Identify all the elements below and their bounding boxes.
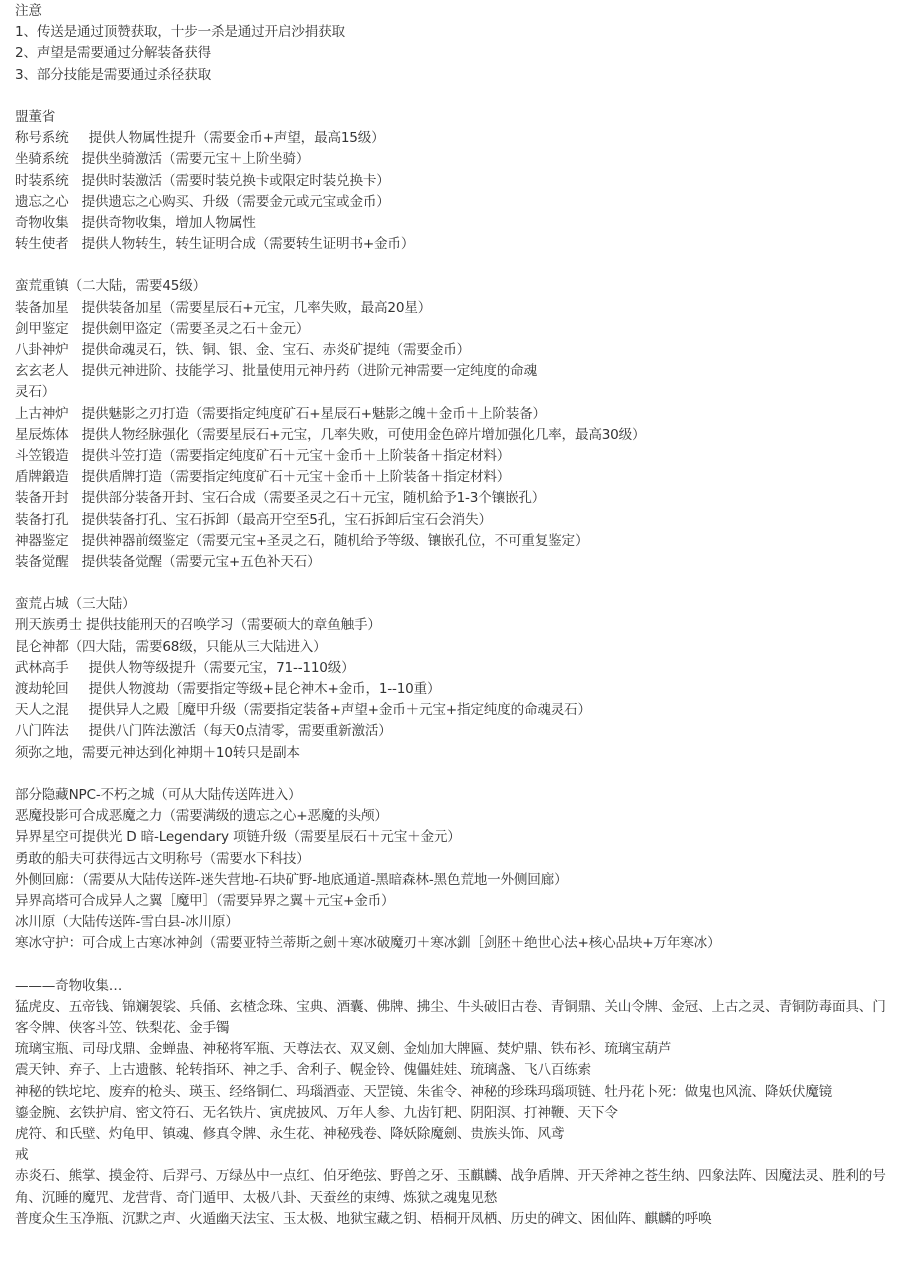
text-line: 冰川原（大陆传送阵-雪白县-冰川原） bbox=[15, 914, 239, 931]
spacer bbox=[15, 255, 892, 276]
npc-name: 八门阵法 bbox=[15, 723, 69, 740]
npc-entry bbox=[15, 149, 892, 170]
npc-name: 上古神炉 bbox=[15, 405, 69, 422]
npc-name: 神器鉴定 bbox=[15, 532, 69, 549]
npc-name: 坐骑系统 bbox=[15, 151, 69, 168]
npc-entry bbox=[15, 128, 892, 149]
npc-desc: 提供坐骑激活（需要元宝＋上阶坐骑） bbox=[81, 151, 310, 168]
notice-item: 2、声望是需要通过分解装备获得 bbox=[15, 45, 211, 62]
npc-name: 装备开封 bbox=[15, 490, 69, 507]
npc-name: 天人之混 bbox=[15, 702, 69, 719]
spacer bbox=[15, 573, 892, 594]
notice-section bbox=[15, 1, 892, 86]
text-line: 须弥之地，需要元神达到化神期＋10转只是副本 bbox=[15, 744, 300, 761]
npc-name: 装备觉醒 bbox=[15, 553, 69, 570]
collection-line: 琉璃宝瓶、司母戊鼎、金蝉蛊、神秘将军瓶、天尊法衣、双叉劍、金灿加大牌匾、焚炉鼎、铁布衫、琉璃宝葫芦 bbox=[15, 1041, 672, 1058]
manhuang-section bbox=[15, 276, 892, 573]
notice-item: 1、传送是通过顶赞获取，十步一杀是通过开启沙捐获取 bbox=[15, 24, 345, 41]
npc-name: 武林高手 bbox=[15, 659, 69, 676]
section-title: 蛮荒占城（三大陆） bbox=[15, 596, 136, 613]
npc-name: 剑甲鉴定 bbox=[15, 320, 69, 337]
collection-line: 普度众生玉净瓶、沉默之声、火遁幽天法宝、玉太极、地狱宝藏之钥、梧桐开凤栖、历史的碑文、困仙阵、麒麟的呼唤 bbox=[15, 1210, 712, 1227]
npc-entry bbox=[15, 404, 892, 425]
text-line: 寒冰守护：可合成上古寒冰神剑（需要亚特兰蒂斯之劍＋寒冰破魔刃＋寒冰釧［剑胚＋绝世心法+核心品块+万年寒冰） bbox=[15, 935, 721, 952]
npc-desc: 提供奇物收集，增加人物属性 bbox=[81, 214, 256, 231]
text-line: 异界星空可提供光 D 暗-Legendary 项链升级（需要星辰石＋元宝＋金元） bbox=[15, 829, 461, 846]
collection-line: 神秘的铁坨坨、废弃的枪头、瑛玉、经络铜仁、玛瑙酒壶、天罡镜、朱雀令、神秘的珍珠玛瑙项链、牡丹花卜死：做鬼也风流、降妖伏魔镜 bbox=[15, 1083, 833, 1100]
npc-desc: 提供装备觉醒（需要元宝+五色补天石） bbox=[81, 553, 321, 570]
npc-desc: 提供人物属性提升（需要金币+声望，最高15级） bbox=[88, 130, 385, 147]
section-title: 蛮荒重镇（二大陆，需要45级） bbox=[15, 278, 207, 295]
npc-desc: 提供劍甲盗定（需要圣灵之石＋金元） bbox=[81, 320, 310, 337]
zhancheng-section bbox=[15, 594, 892, 764]
npc-entry bbox=[15, 658, 892, 679]
npc-desc: 提供神器前缀鉴定（需要元宝+圣灵之石，随机给予等级、镶嵌孔位，不可重复鉴定） bbox=[81, 532, 589, 549]
section-title: ———奇物收集… bbox=[15, 977, 123, 994]
npc-entry bbox=[15, 319, 892, 340]
npc-entry bbox=[15, 679, 892, 700]
npc-desc: 提供装备打孔、宝石拆卸（最高开空至5孔，宝石拆卸后宝石会消失） bbox=[81, 511, 492, 528]
npc-entry bbox=[15, 234, 892, 255]
npc-desc: 提供人物等级提升（需要元宝，71--110级） bbox=[88, 659, 355, 676]
npc-desc: 提供人物渡劫（需要指定等级+昆仑神木+金币，1--10重） bbox=[88, 681, 441, 697]
npc-name: 转生使者 bbox=[15, 236, 69, 253]
section-title: 盟董省 bbox=[15, 108, 56, 125]
text-line: 异界高塔可合成异人之翼［魔甲］（需要异界之翼＋元宝+金币） bbox=[15, 892, 395, 909]
npc-name: 斗笠锻造 bbox=[15, 447, 69, 464]
collection-line: 戒 bbox=[15, 1147, 29, 1164]
npc-name: 盾牌鍛造 bbox=[15, 469, 69, 486]
npc-entry bbox=[15, 510, 892, 531]
text-line: 勇敢的船夫可获得远古文明称号（需要水下科技） bbox=[15, 850, 310, 867]
npc-desc: 提供时装激活（需要时装兑换卡或限定时装兑换卡） bbox=[81, 172, 390, 189]
npc-name: 称号系统 bbox=[15, 130, 69, 147]
npc-entry bbox=[15, 552, 892, 573]
npc-entry bbox=[15, 171, 892, 192]
npc-entry bbox=[15, 425, 892, 446]
npc-name: 装备加星 bbox=[15, 299, 69, 316]
text-line: 昆仑神都（四大陆，需要68级，只能从三大陆进入） bbox=[15, 638, 327, 655]
spacer bbox=[15, 86, 892, 107]
collection-line: 虎符、和氏壁、灼龟甲、镇魂、修真令牌、永生花、神秘残卷、降妖除魔劍、贵族头饰、风鸢 bbox=[15, 1125, 565, 1142]
npc-entry bbox=[15, 467, 892, 488]
hidden-npc-section bbox=[15, 785, 892, 955]
npc-desc: 提供装备加星（需要星辰石+元宝，几率失败，最高20星） bbox=[81, 299, 432, 316]
npc-name: 玄玄老人 bbox=[15, 363, 69, 380]
section-title: 部分隐藏NPC-不朽之城（可从大陆传送阵进入） bbox=[15, 786, 302, 803]
spacer bbox=[15, 954, 892, 975]
mengdong-section bbox=[15, 107, 892, 255]
npc-name: 星辰炼体 bbox=[15, 426, 69, 443]
collection-line: 震天钟、弃子、上古遗骸、轮转指环、神之手、舍利子、幌金铃、傀儡娃娃、琉璃盏、飞八百练索 bbox=[15, 1062, 591, 1079]
npc-desc: 提供命魂灵石，铁、铜、银、金、宝石、赤炎矿提纯（需要金币） bbox=[81, 342, 470, 358]
npc-name: 时装系统 bbox=[15, 172, 69, 189]
npc-entry bbox=[15, 192, 892, 213]
npc-entry bbox=[15, 700, 892, 721]
notice-title: 注意 bbox=[15, 3, 42, 19]
npc-name: 遗忘之心 bbox=[15, 193, 69, 210]
npc-name: 渡劫轮回 bbox=[15, 681, 69, 697]
npc-desc: 提供人物转生，转生证明合成（需要转生证明书+金币） bbox=[81, 236, 415, 253]
npc-desc: 提供遗忘之心购买、升级（需要金元或元宝或金币） bbox=[81, 193, 390, 210]
npc-desc: 提供八门阵法激活（每天0点清零，需要重新激活） bbox=[88, 723, 392, 740]
spacer bbox=[15, 764, 892, 785]
collection-section bbox=[15, 976, 892, 1230]
npc-entry-continuation: 灵石） bbox=[15, 384, 56, 401]
npc-desc: 提供人物经脉强化（需要星辰石+元宝，几率失败，可使用金色碎片增加强化几率，最高30级） bbox=[81, 426, 646, 443]
npc-entry bbox=[15, 531, 892, 552]
npc-entry bbox=[15, 446, 892, 467]
npc-name: 八卦神炉 bbox=[15, 342, 69, 358]
npc-entry bbox=[15, 721, 892, 742]
npc-name: 奇物收集 bbox=[15, 214, 69, 231]
npc-entry bbox=[15, 361, 892, 382]
npc-desc: 提供斗笠打造（需要指定纯度矿石＋元宝＋金币＋上阶装备＋指定材料） bbox=[81, 447, 511, 464]
notice-item: 3、部分技能是需要通过杀径获取 bbox=[15, 66, 211, 83]
npc-name: 装备打孔 bbox=[15, 511, 69, 528]
collection-line: 鎏金腕、玄铁护肩、密文符石、无名铁片、寅虎披风、万年人参、九齿钉耙、阴阳溟、打神鞭、天下令 bbox=[15, 1104, 618, 1121]
npc-entry bbox=[15, 340, 892, 361]
text-line: 刑天族勇士 提供技能刑天的召唤学习（需要硕大的章鱼触手） bbox=[15, 617, 381, 634]
npc-entry bbox=[15, 298, 892, 319]
text-line: 外侧回廊：（需要从大陆传送阵-迷失营地-石块矿野-地底通道-黑暗森林-黑色荒地一外侧回廊） bbox=[15, 871, 568, 888]
npc-desc: 提供异人之殿［魔甲升级（需要指定装备+声望+金币＋元宝+指定纯度的命魂灵石） bbox=[88, 702, 591, 719]
npc-entry bbox=[15, 488, 892, 509]
npc-desc: 提供盾牌打造（需要指定纯度矿石＋元宝＋金币＋上阶装备＋指定材料） bbox=[81, 469, 511, 486]
npc-entry bbox=[15, 213, 892, 234]
npc-desc: 提供部分装备开封、宝石合成（需要圣灵之石＋元宝，随机給予1-3个镶嵌孔） bbox=[81, 490, 546, 507]
npc-desc: 提供魅影之刃打造（需要指定纯度矿石+星辰石+魅影之魄＋金币＋上阶装备） bbox=[81, 405, 546, 422]
npc-desc: 提供元神进阶、技能学习、批量使用元神丹药（进阶元神需要一定纯度的命魂 bbox=[81, 363, 537, 380]
collection-line: 猛虎皮、五帝钱、锦斓袈裟、兵俑、玄楂念珠、宝典、酒囊、佛牌、拂尘、牛头破旧古卷、青铜鼎、关山令牌、金冠、上古之灵、青铜防毒面具、门客令牌、侠客斗笠、铁梨花、金手镯 bbox=[15, 998, 886, 1037]
collection-line: 赤炎石、熊掌、摸金符、后羿弓、万绿丛中一点红、伯牙绝弦、野兽之牙、玉麒麟、战争盾牌、开天斧神之苍生纳、四象法阵、因魔法灵、胜利的号角、沉睡的魔咒、龙营背、奇门遁甲、太极八卦、天蚕丝的束缚、炼狱之魂鬼见愁 bbox=[15, 1168, 886, 1206]
text-line: 恶魔投影可合成恶魔之力（需要满级的遗忘之心+恶魔的头颅） bbox=[15, 808, 388, 825]
